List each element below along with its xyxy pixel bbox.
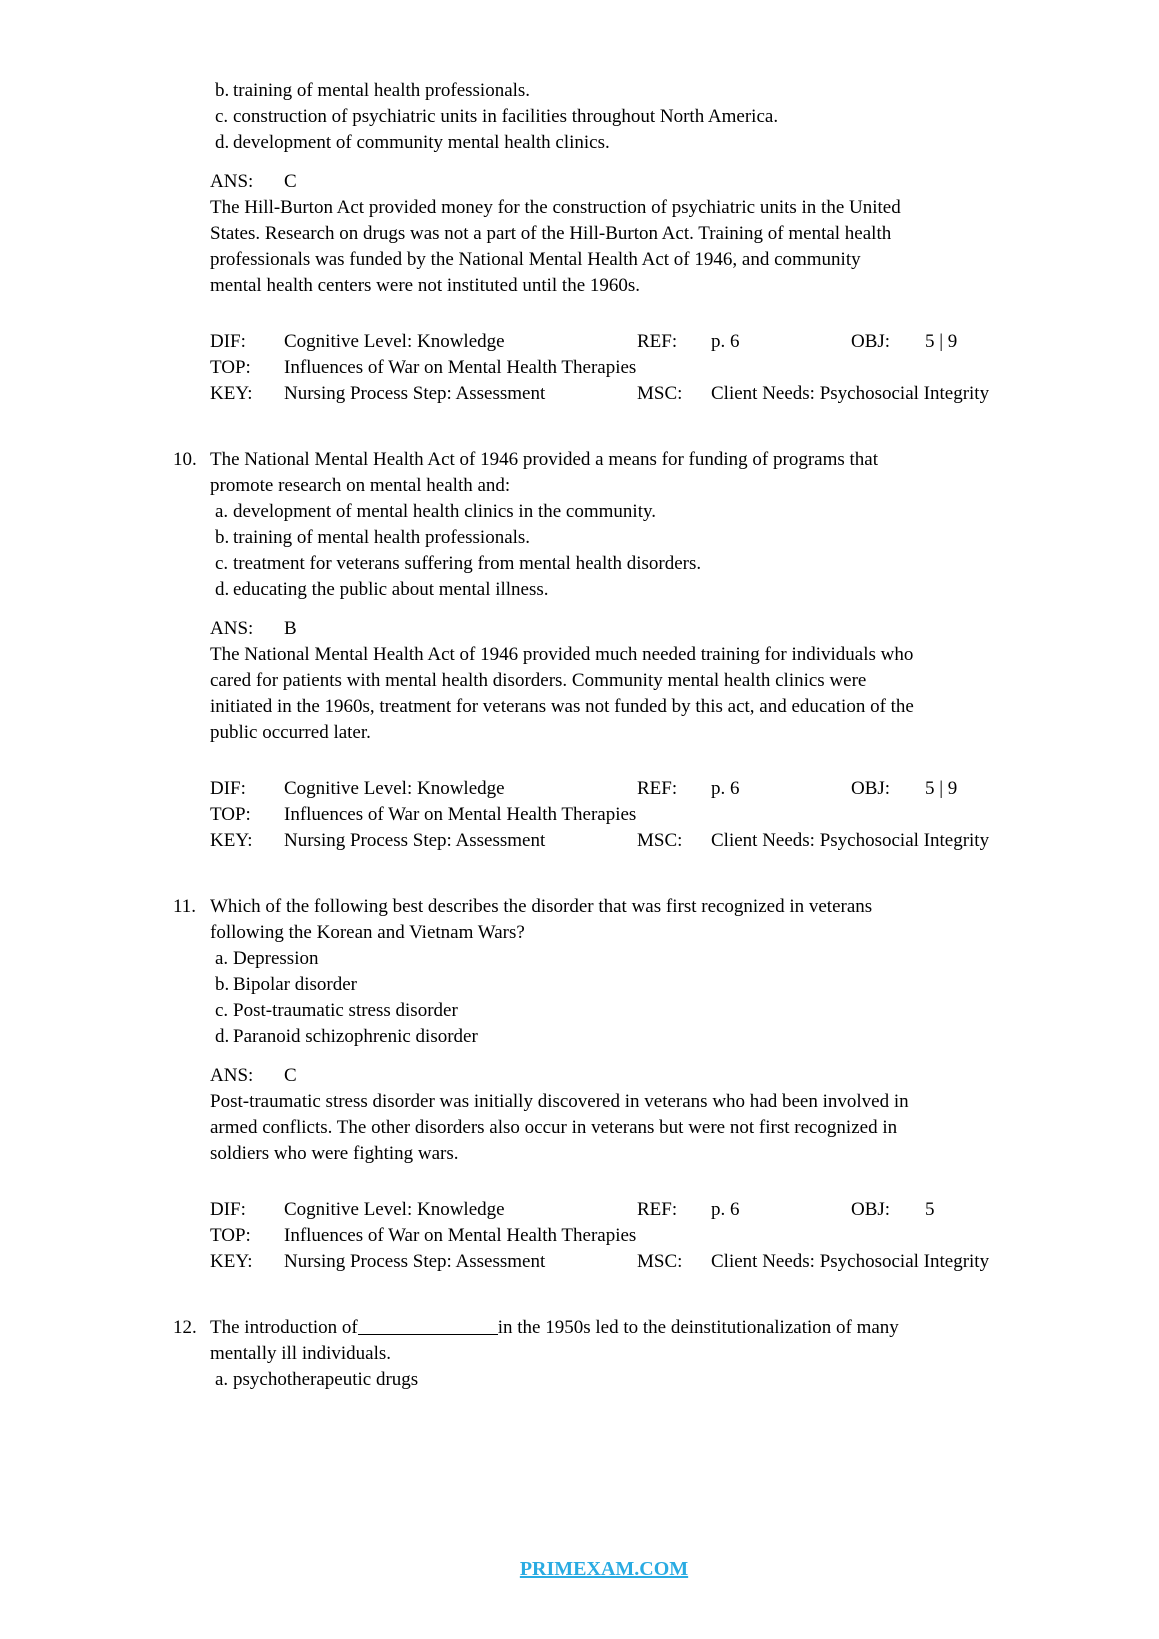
option-letter: c. bbox=[215, 1000, 229, 1021]
answer-row bbox=[210, 169, 1056, 195]
question-stem-line: mentally ill individuals. bbox=[210, 1343, 392, 1364]
msc-label: MSC: bbox=[637, 383, 683, 404]
top-value: Influences of War on Mental Health Therapies bbox=[284, 1225, 637, 1246]
option-row bbox=[210, 577, 1056, 603]
ref-label: REF: bbox=[637, 331, 678, 352]
obj-label: OBJ: bbox=[851, 331, 891, 352]
question-stem-line: following the Korean and Vietnam Wars? bbox=[210, 922, 525, 943]
option-text: treatment for veterans suffering from mental health disorders. bbox=[233, 553, 702, 574]
meta-block bbox=[210, 776, 1056, 854]
meta-row-key bbox=[210, 828, 1056, 854]
option-text: development of mental health clinics in the community. bbox=[233, 501, 656, 522]
obj-value: 5 | 9 bbox=[925, 331, 958, 352]
option-letter: c. bbox=[215, 106, 229, 127]
key-label: KEY: bbox=[210, 830, 253, 851]
question-stem-line: promote research on mental health and: bbox=[210, 475, 511, 496]
ref-value: p. 6 bbox=[711, 1199, 740, 1220]
rationale-line: public occurred later. bbox=[210, 722, 371, 743]
msc-value: Client Needs: Psychosocial Integrity bbox=[711, 383, 990, 404]
meta-row-top bbox=[210, 355, 1056, 381]
option-row bbox=[210, 1024, 1056, 1050]
rationale-line: professionals was funded by the National Mental Health Act of 1946, and community bbox=[210, 249, 861, 270]
option-row bbox=[210, 525, 1056, 551]
footer-link[interactable]: PRIMEXAM.COM bbox=[519, 1558, 689, 1580]
answer-label: ANS: bbox=[210, 171, 254, 192]
option-text: Bipolar disorder bbox=[233, 974, 358, 995]
question-stem-line bbox=[210, 1315, 1056, 1341]
key-value: Nursing Process Step: Assessment bbox=[284, 830, 546, 851]
question-number: 10. bbox=[173, 449, 197, 470]
key-label: KEY: bbox=[210, 1251, 253, 1272]
rationale-line: cared for patients with mental health disorders. Community mental health clinics were bbox=[210, 670, 867, 691]
answer-block bbox=[210, 169, 1056, 299]
obj-label: OBJ: bbox=[851, 778, 891, 799]
rationale-line: The National Mental Health Act of 1946 provided much needed training for individuals who bbox=[210, 644, 914, 665]
top-label: TOP: bbox=[210, 357, 251, 378]
option-letter: d. bbox=[215, 579, 230, 600]
option-letter: b. bbox=[215, 527, 230, 548]
option-row bbox=[210, 998, 1056, 1024]
meta-row-top bbox=[210, 802, 1056, 828]
dif-value: Cognitive Level: Knowledge bbox=[284, 331, 505, 352]
option-text: Paranoid schizophrenic disorder bbox=[233, 1026, 478, 1047]
answer-block bbox=[210, 616, 1056, 746]
answer-letter: C bbox=[284, 171, 297, 192]
question-block bbox=[173, 78, 1159, 407]
ref-label: REF: bbox=[637, 1199, 678, 1220]
msc-value: Client Needs: Psychosocial Integrity bbox=[711, 1251, 990, 1272]
meta-block bbox=[210, 1197, 1056, 1275]
dif-value: Cognitive Level: Knowledge bbox=[284, 1199, 505, 1220]
answer-label: ANS: bbox=[210, 618, 254, 639]
option-letter: a. bbox=[215, 948, 229, 969]
question-block bbox=[173, 1315, 1159, 1393]
rationale-line: The Hill-Burton Act provided money for the construction of psychiatric units in the United bbox=[210, 197, 901, 218]
key-label: KEY: bbox=[210, 383, 253, 404]
option-letter: a. bbox=[215, 1369, 229, 1390]
msc-value: Client Needs: Psychosocial Integrity bbox=[711, 830, 990, 851]
meta-row-dif bbox=[210, 1197, 1056, 1223]
dif-label: DIF: bbox=[210, 331, 246, 352]
question-block bbox=[173, 447, 1159, 854]
question-number: 12. bbox=[173, 1317, 197, 1338]
rationale-line: States. Research on drugs was not a part of the Hill-Burton Act. Training of mental health bbox=[210, 223, 892, 244]
ref-value: p. 6 bbox=[711, 331, 740, 352]
meta-row-key bbox=[210, 381, 1056, 407]
key-value: Nursing Process Step: Assessment bbox=[284, 1251, 546, 1272]
option-text: Depression bbox=[233, 948, 319, 969]
top-label: TOP: bbox=[210, 1225, 251, 1246]
question-number bbox=[173, 78, 210, 407]
option-text: Post-traumatic stress disorder bbox=[233, 1000, 458, 1021]
rationale-line: mental health centers were not instituted until the 1960s. bbox=[210, 275, 641, 296]
option-letter: b. bbox=[215, 80, 230, 101]
question-stem-line: The National Mental Health Act of 1946 provided a means for funding of programs that bbox=[210, 449, 878, 470]
rationale-line: armed conflicts. The other disorders also occur in veterans but were not first recognized in bbox=[210, 1117, 898, 1138]
msc-label: MSC: bbox=[637, 1251, 683, 1272]
option-row bbox=[210, 130, 1056, 156]
option-row bbox=[210, 78, 1056, 104]
meta-block bbox=[210, 329, 1056, 407]
option-text: training of mental health professionals. bbox=[233, 80, 531, 101]
option-text: training of mental health professionals. bbox=[233, 527, 531, 548]
answer-row bbox=[210, 1063, 1056, 1089]
option-row bbox=[210, 972, 1056, 998]
meta-row-key bbox=[210, 1249, 1056, 1275]
answer-label: ANS: bbox=[210, 1065, 254, 1086]
meta-row-dif bbox=[210, 329, 1056, 355]
dif-label: DIF: bbox=[210, 1199, 246, 1220]
rationale-line: initiated in the 1960s, treatment for veterans was not funded by this act, and education of the bbox=[210, 696, 914, 717]
msc-label: MSC: bbox=[637, 830, 683, 851]
page-footer bbox=[173, 1556, 1035, 1583]
option-text: educating the public about mental illness. bbox=[233, 579, 549, 600]
option-text: psychotherapeutic drugs bbox=[233, 1369, 419, 1390]
question-block bbox=[173, 894, 1159, 1275]
stem-text-before-blank: The introduction of bbox=[210, 1317, 358, 1338]
ref-value: p. 6 bbox=[711, 778, 740, 799]
obj-label: OBJ: bbox=[851, 1199, 891, 1220]
answer-block bbox=[210, 1063, 1056, 1167]
option-text: development of community mental health clinics. bbox=[233, 132, 610, 153]
top-label: TOP: bbox=[210, 804, 251, 825]
fill-in-blank bbox=[358, 1331, 498, 1335]
question-number: 11. bbox=[173, 896, 197, 917]
option-row bbox=[210, 551, 1056, 577]
dif-value: Cognitive Level: Knowledge bbox=[284, 778, 505, 799]
option-row bbox=[210, 104, 1056, 130]
answer-letter: B bbox=[284, 618, 297, 639]
option-row bbox=[210, 946, 1056, 972]
key-value: Nursing Process Step: Assessment bbox=[284, 383, 546, 404]
obj-value: 5 bbox=[925, 1199, 935, 1220]
top-value: Influences of War on Mental Health Therapies bbox=[284, 357, 637, 378]
meta-row-dif bbox=[210, 776, 1056, 802]
rationale-line: Post-traumatic stress disorder was initially discovered in veterans who had been involved in bbox=[210, 1091, 909, 1112]
option-letter: b. bbox=[215, 974, 230, 995]
option-letter: d. bbox=[215, 1026, 230, 1047]
option-letter: c. bbox=[215, 553, 229, 574]
dif-label: DIF: bbox=[210, 778, 246, 799]
option-letter: a. bbox=[215, 501, 229, 522]
rationale-line: soldiers who were fighting wars. bbox=[210, 1143, 459, 1164]
ref-label: REF: bbox=[637, 778, 678, 799]
answer-letter: C bbox=[284, 1065, 297, 1086]
option-text: construction of psychiatric units in facilities throughout North America. bbox=[233, 106, 779, 127]
option-row bbox=[210, 1367, 1056, 1393]
top-value: Influences of War on Mental Health Therapies bbox=[284, 804, 637, 825]
option-letter: d. bbox=[215, 132, 230, 153]
meta-row-top bbox=[210, 1223, 1056, 1249]
answer-row bbox=[210, 616, 1056, 642]
stem-text-after-blank: in the 1950s led to the deinstitutionalization of many bbox=[497, 1317, 899, 1338]
obj-value: 5 | 9 bbox=[925, 778, 958, 799]
option-row bbox=[210, 499, 1056, 525]
question-stem-line: Which of the following best describes the disorder that was first recognized in veterans bbox=[210, 896, 873, 917]
